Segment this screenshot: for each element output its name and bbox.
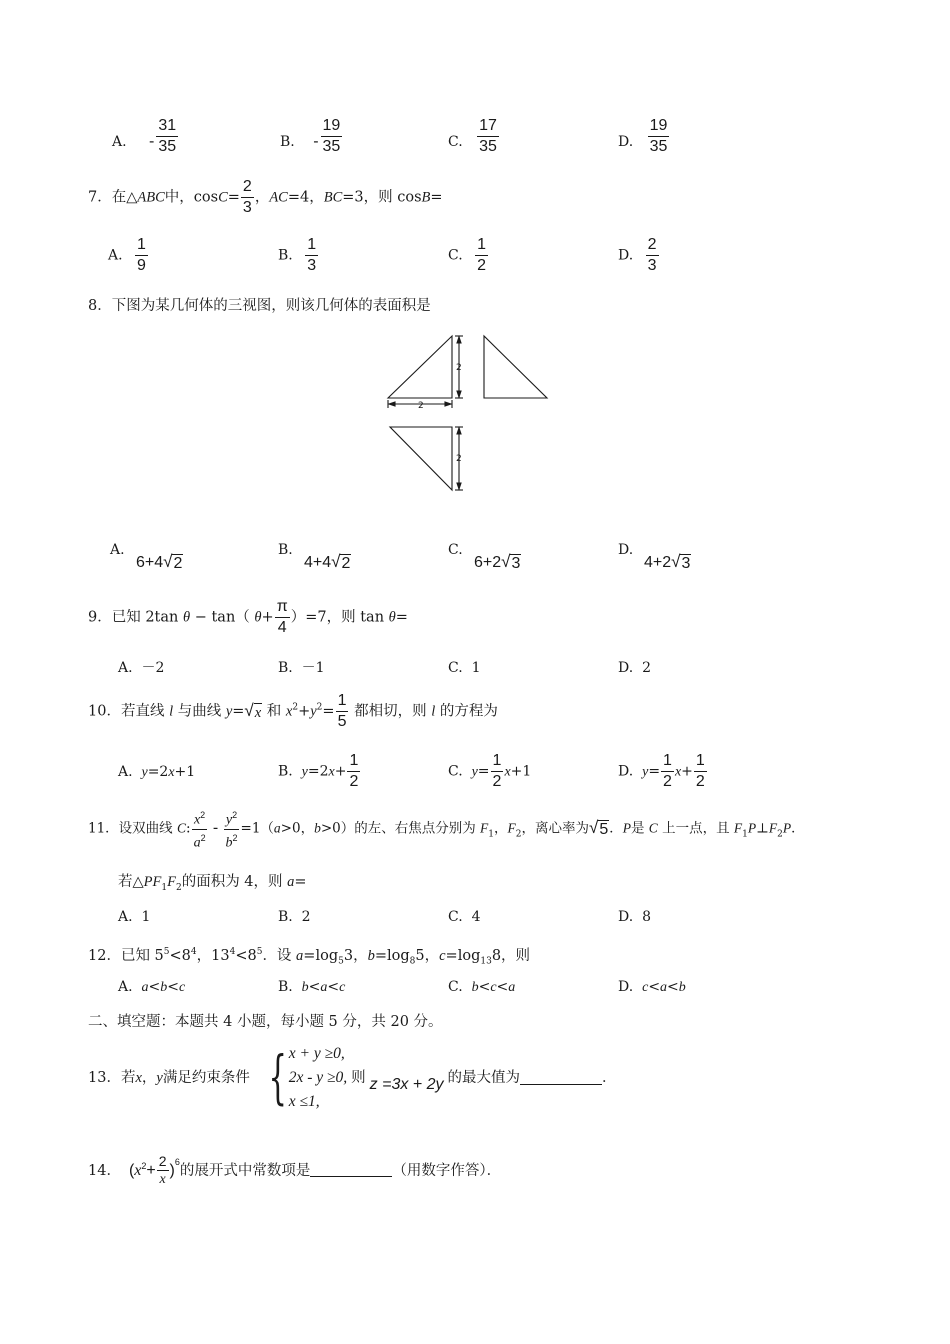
- q8-option-a: A.: [110, 542, 125, 558]
- q9-option-b: B. －1: [278, 660, 325, 676]
- dim-label-top-height: 2: [456, 454, 462, 464]
- front-view-triangle: [388, 336, 452, 398]
- dim-label-front-width: 2: [418, 401, 424, 411]
- question-8: 8．下图为某几何体的三视图，则该几何体的表面积是: [88, 298, 431, 314]
- sqrt: √ 2: [331, 552, 351, 572]
- question-10: 10．若直线 l 与曲线 y= √ x 和 $x^2+y^2=$ $\frac{1}{5}$ 都相切，则 l 的方程为: [88, 692, 498, 730]
- q9-options-row: [118, 658, 838, 678]
- q9-option-c: C. 1: [448, 660, 481, 676]
- q8-option-d-value: 4+2 √ 3: [644, 552, 691, 572]
- constraint-system: { x + y ≥0, 2x - y ≥0, x ≤1,: [250, 1042, 347, 1114]
- three-view-diagram: [380, 328, 560, 498]
- q7-option-a: A. $\frac{1}{9}$: [108, 236, 146, 274]
- q12-options-row: [118, 977, 838, 997]
- q7-option-c: C. $\frac{1}{2}$: [448, 236, 487, 274]
- q8-option-c-value: 6+2 √ 3: [474, 552, 521, 572]
- question-7: 7．在△ABC中，cosC= $\frac{2}{3}$ ，AC=4，BC=3，则 cosB=: [88, 178, 443, 216]
- q10-option-b: B. y=2x+ $\frac{1}{2}$: [278, 752, 359, 790]
- fraction: $\frac{1}{9}$: [137, 236, 146, 274]
- fraction: $\frac{1}{2}$: [663, 752, 672, 790]
- fraction: $\frac{2}{x}$: [158, 1153, 167, 1187]
- q8-option-a-value: 6+4 √ 2: [136, 552, 183, 572]
- fraction: $\frac{1}{2}$: [492, 752, 502, 790]
- fraction: $\frac{1}{3}$: [307, 236, 317, 274]
- q10-option-c: C. y= $\frac{1}{2}$ x+1: [448, 752, 532, 790]
- q12-option-d: D. c<a<b: [618, 979, 686, 995]
- sqrt: √ 5: [589, 817, 609, 838]
- q8-option-b-value: 4+4 √ 2: [304, 552, 351, 572]
- q8-option-c: C.: [448, 542, 463, 558]
- q6-option-c: C. $\frac{17}{35}$: [448, 117, 497, 155]
- q9-option-a: A. －2: [118, 660, 165, 676]
- question-12: 12．已知 $5^5<8^4$，$13^4<8^5$．设 $a=\log_53$，$b=\log_85$，$c=\log_{13}8$，则: [88, 947, 531, 967]
- binomial-expression: ( x 2 + $\frac{2}{x}$ ) 6: [128, 1153, 180, 1187]
- q11-option-a: A. 1: [118, 909, 151, 925]
- question-9: 9．已知 2tan θ − tan（ θ+ $\frac{\pi}{4}$ ）=7，则 tan θ=: [88, 598, 408, 636]
- dim-label-front-height: 2: [456, 363, 462, 373]
- fraction: $\frac{19}{35}$: [649, 117, 668, 155]
- q8-option-b: B.: [278, 542, 293, 558]
- q11-option-c: C. 4: [448, 909, 481, 925]
- question-11: 11．设双曲线 C: $\frac{x^2}{a^2}$ - $\frac{y^2}{b^2}$ =1（a>0，b>0）的左、右焦点分别为 $F_1$，$F_2$，离心率为 √ 5 ．P是 C 上一点，且 $F_1P\perp F_2P$．: [88, 810, 805, 851]
- fraction: $\frac{x^2}{a^2}$: [193, 810, 206, 851]
- fraction: $\frac{\pi}{4}$: [276, 598, 288, 636]
- fraction: $\frac{31}{35}$: [158, 117, 177, 155]
- fraction: $\frac{1}{2}$: [349, 752, 359, 790]
- q7-option-b: B. $\frac{1}{3}$: [278, 236, 317, 274]
- q9-option-d: D. 2: [618, 660, 652, 676]
- top-view-triangle: [390, 427, 452, 490]
- q11-option-d: D. 8: [618, 909, 652, 925]
- q8-option-d: D.: [618, 542, 634, 558]
- q12-option-b: B. b<a<c: [278, 979, 346, 995]
- q11-options-row: [118, 907, 838, 927]
- left-brace: {: [268, 1043, 287, 1111]
- fraction: $\frac{1}{2}$: [695, 752, 705, 790]
- q12-option-a: A. a<b<c: [118, 979, 186, 995]
- fraction: $\frac{19}{35}$: [322, 117, 341, 155]
- fraction: $\frac{1}{5}$: [337, 692, 347, 730]
- sqrt: √ x: [244, 700, 262, 721]
- q12-option-c: C. b<c<a: [448, 979, 516, 995]
- answer-blank[interactable]: [310, 1164, 392, 1177]
- side-view-triangle: [484, 336, 547, 398]
- q10-options-row: [118, 752, 838, 792]
- q11-option-b: B. 2: [278, 909, 311, 925]
- fraction: $\frac{1}{2}$: [477, 236, 487, 274]
- question-13: 13．若 x ， y 满足约束条件 { x + y ≥0, 2x - y ≥0, x ≤1, 则 z =3x + 2y 的最大值为 ．: [88, 1038, 617, 1118]
- q6-options-row: [112, 118, 832, 158]
- q7-options-row: [108, 236, 828, 280]
- sqrt: √ 3: [501, 552, 521, 572]
- section-2-heading: 二、填空题：本题共 4 小题，每小题 5 分，共 20 分。: [88, 1014, 443, 1030]
- fraction: $\frac{2}{3}$: [647, 236, 657, 274]
- q6-option-d: D. $\frac{19}{35}$: [618, 117, 668, 155]
- question-14: 14． ( x 2 + $\frac{2}{x}$ ) 6 的展开式中常数项是 （用数字作答）．: [88, 1153, 502, 1187]
- question-11-line2: 若$\triangle PF_1F_2$的面积为 4，则 a=: [118, 874, 307, 893]
- q6-option-a: A. - $\frac{31}{35}$: [112, 117, 177, 155]
- q6-option-b: B. - $\frac{19}{35}$: [280, 117, 341, 155]
- q7-option-d: D. $\frac{2}{3}$: [618, 236, 657, 274]
- fraction: $\frac{y^2}{b^2}$: [225, 810, 238, 851]
- fraction: $\frac{2}{3}$: [242, 178, 252, 216]
- q8-options-row: [110, 540, 830, 580]
- sqrt: √ 3: [671, 552, 691, 572]
- answer-blank[interactable]: [520, 1072, 602, 1085]
- q10-option-d: D. y= $\frac{1}{2}$ x+ $\frac{1}{2}$: [618, 752, 705, 790]
- fraction: $\frac{17}{35}$: [479, 117, 497, 155]
- sqrt: √ 2: [163, 552, 183, 572]
- q10-option-a: A. y=2x+1: [118, 764, 196, 780]
